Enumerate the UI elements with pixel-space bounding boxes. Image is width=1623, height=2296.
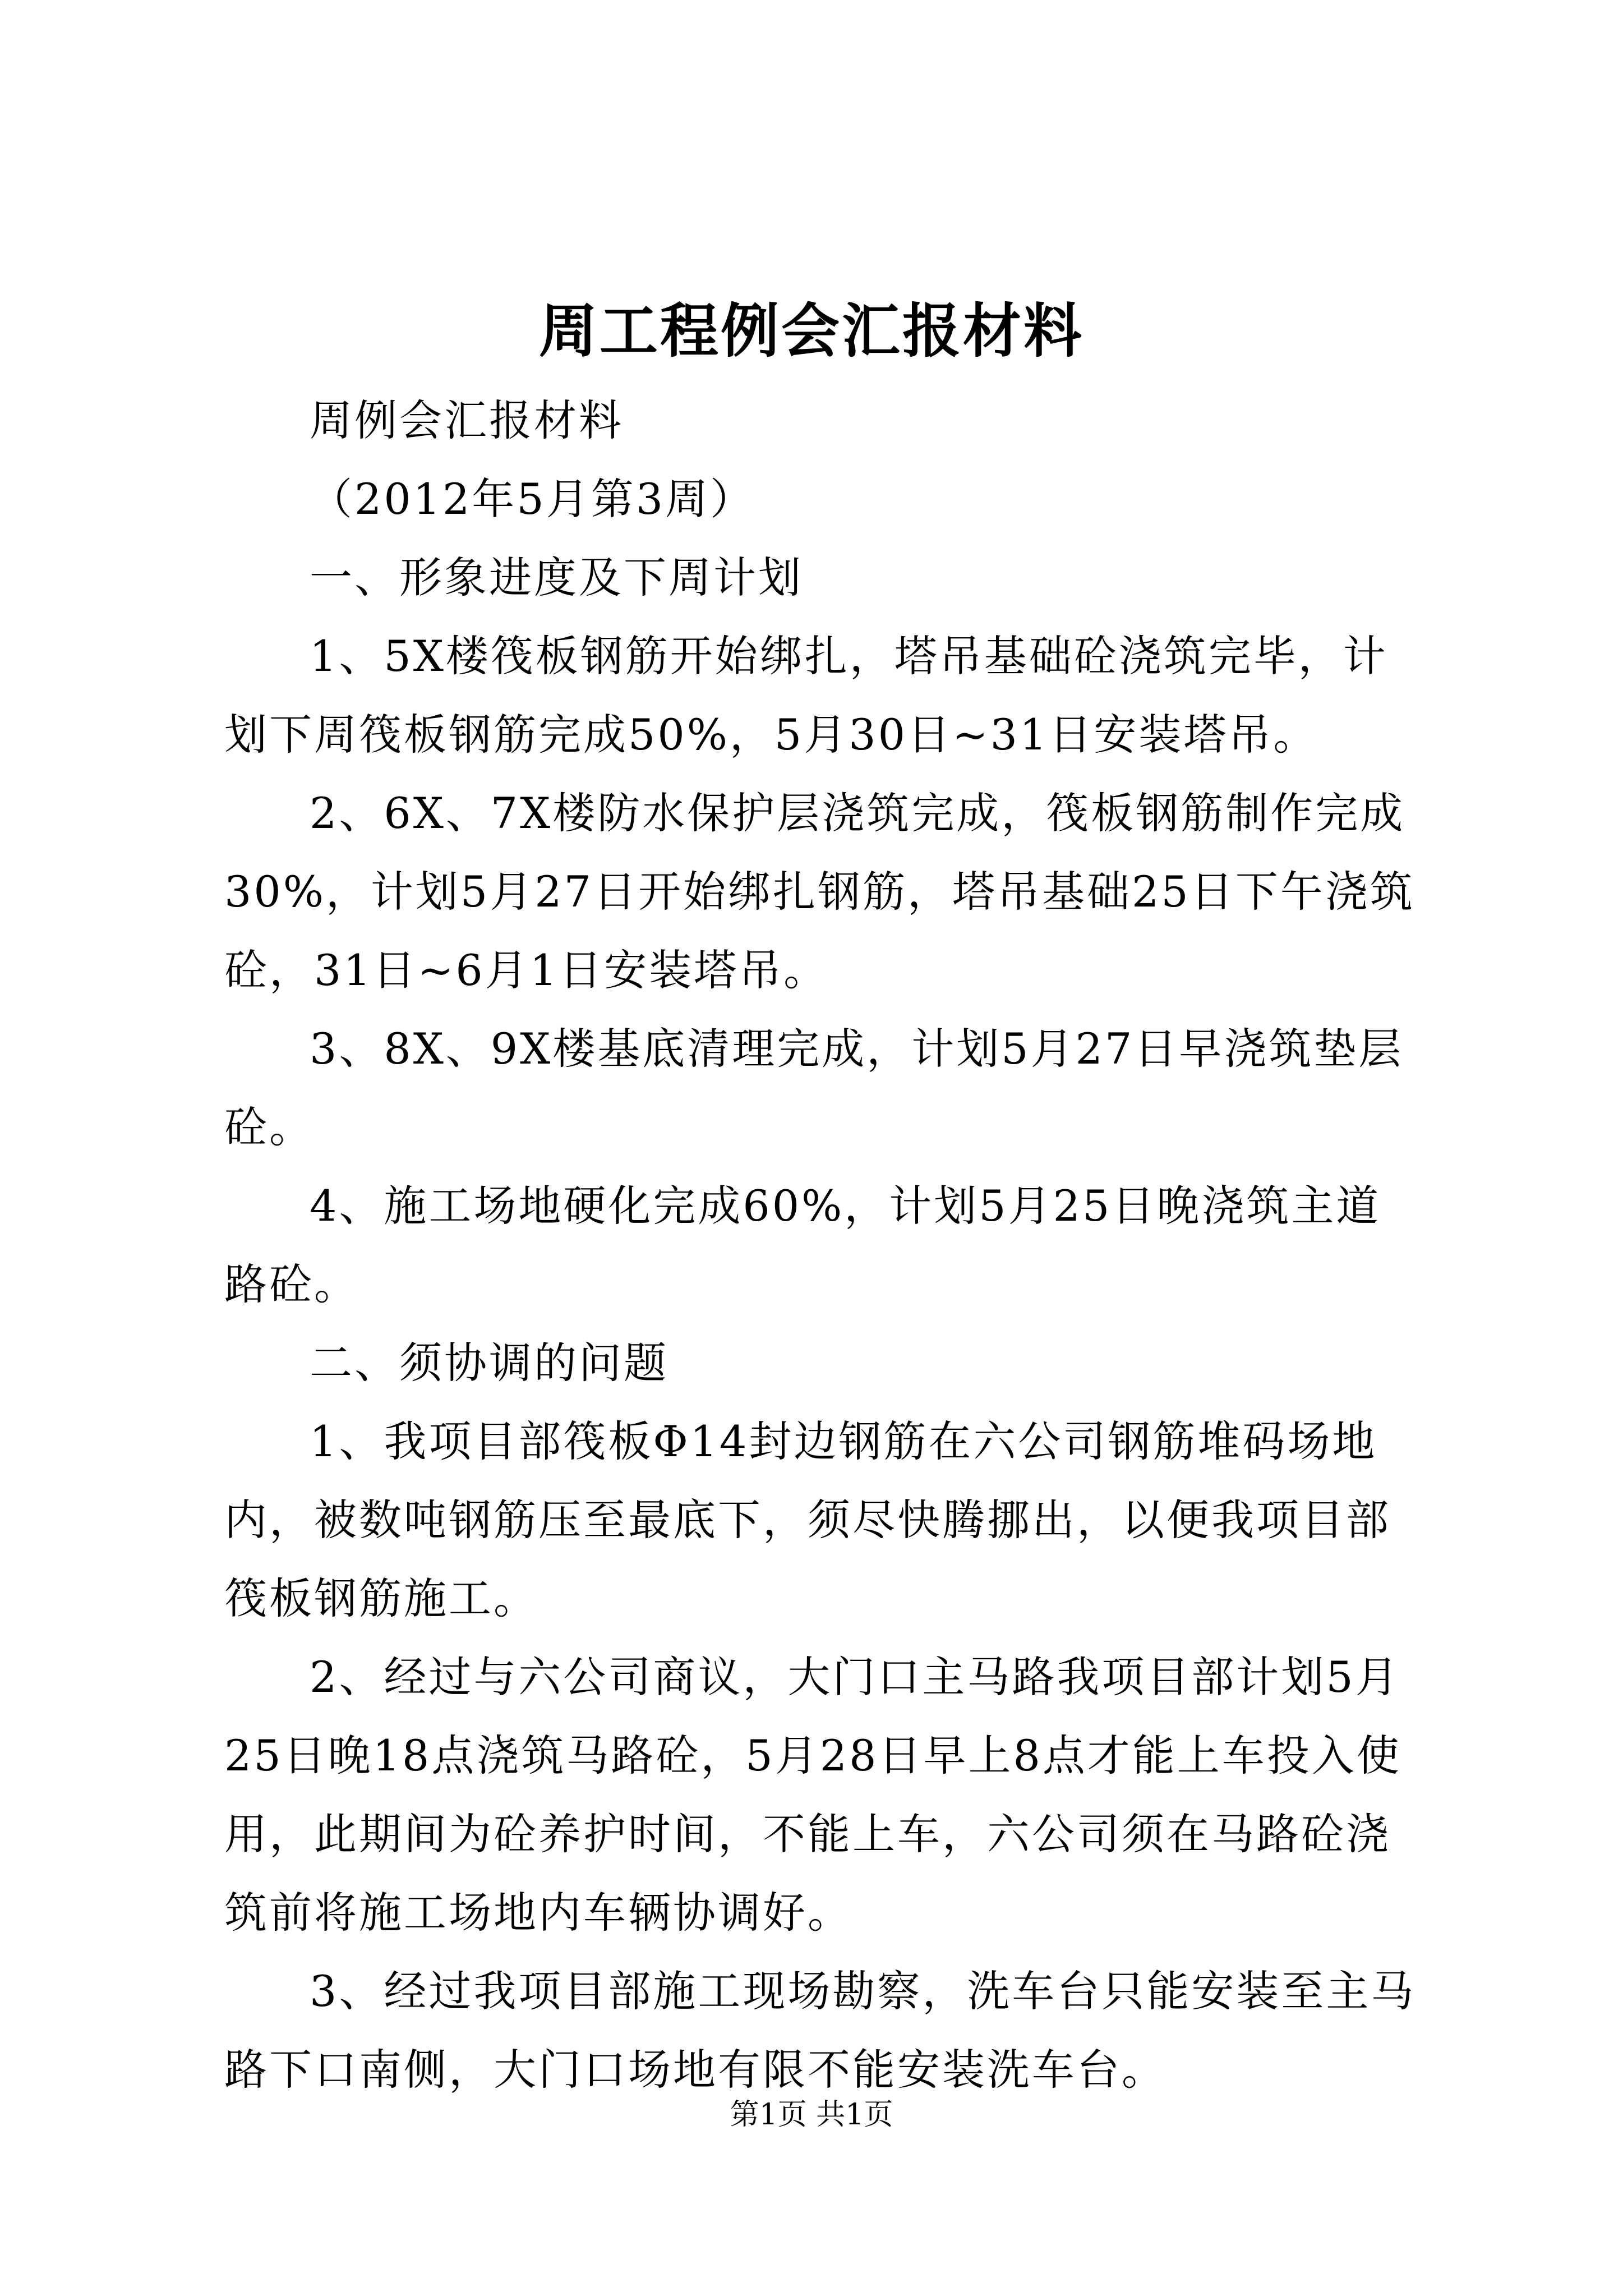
section-heading-progress: 一、形象进度及下周计划 [310, 553, 803, 602]
paragraph-subtitle: 周例会汇报材料 [310, 395, 624, 445]
paragraph-item: 2、经过与六公司商议，大门口主马路我项目部计划5月25日晚18点浇筑马路砼，5月28日早上8点才能上车投入使用，此期间为砼养护时间，不能上车，六公司须在马路砼浇筑前将施工场地内车辆协调好。 [224, 1652, 1401, 1938]
paragraph-item: 2、6X、7X楼防水保护层浇筑完成，筏板钢筋制作完成30%，计划5月27日开始绑扎钢筋，塔吊基础25日下午浇筑砼，31日~6月1日安装塔吊。 [224, 788, 1415, 995]
document-body [224, 381, 1424, 2109]
page-footer: 第1页 共1页 [730, 2098, 893, 2132]
paragraph-item: 1、5X楼筏板钢筋开始绑扎，塔吊基础砼浇筑完毕，计划下周筏板钢筋完成50%，5月30日~31日安装塔吊。 [224, 631, 1388, 760]
section-heading-issues: 二、须协调的问题 [310, 1338, 668, 1388]
paragraph-item: 3、8X、9X楼基底清理完成，计划5月27日早浇筑垫层砼。 [224, 1024, 1404, 1152]
paragraph-item: 4、施工场地硬化完成60%，计划5月25日晚浇筑主道路砼。 [224, 1181, 1381, 1309]
page-title: 周工程例会汇报材料 [538, 296, 1084, 365]
paragraph-item: 1、我项目部筏板Φ14封边钢筋在六公司钢筋堆码场地内，被数吨钢筋压至最底下，须尽快腾挪出，以便我项目部筏板钢筋施工。 [224, 1416, 1391, 1623]
paragraph-date: （2012年5月第3周） [310, 474, 755, 524]
paragraph-item: 3、经过我项目部施工现场勘察，洗车台只能安装至主马路下口南侧，大门口场地有限不能安装洗车台。 [224, 1966, 1416, 2095]
